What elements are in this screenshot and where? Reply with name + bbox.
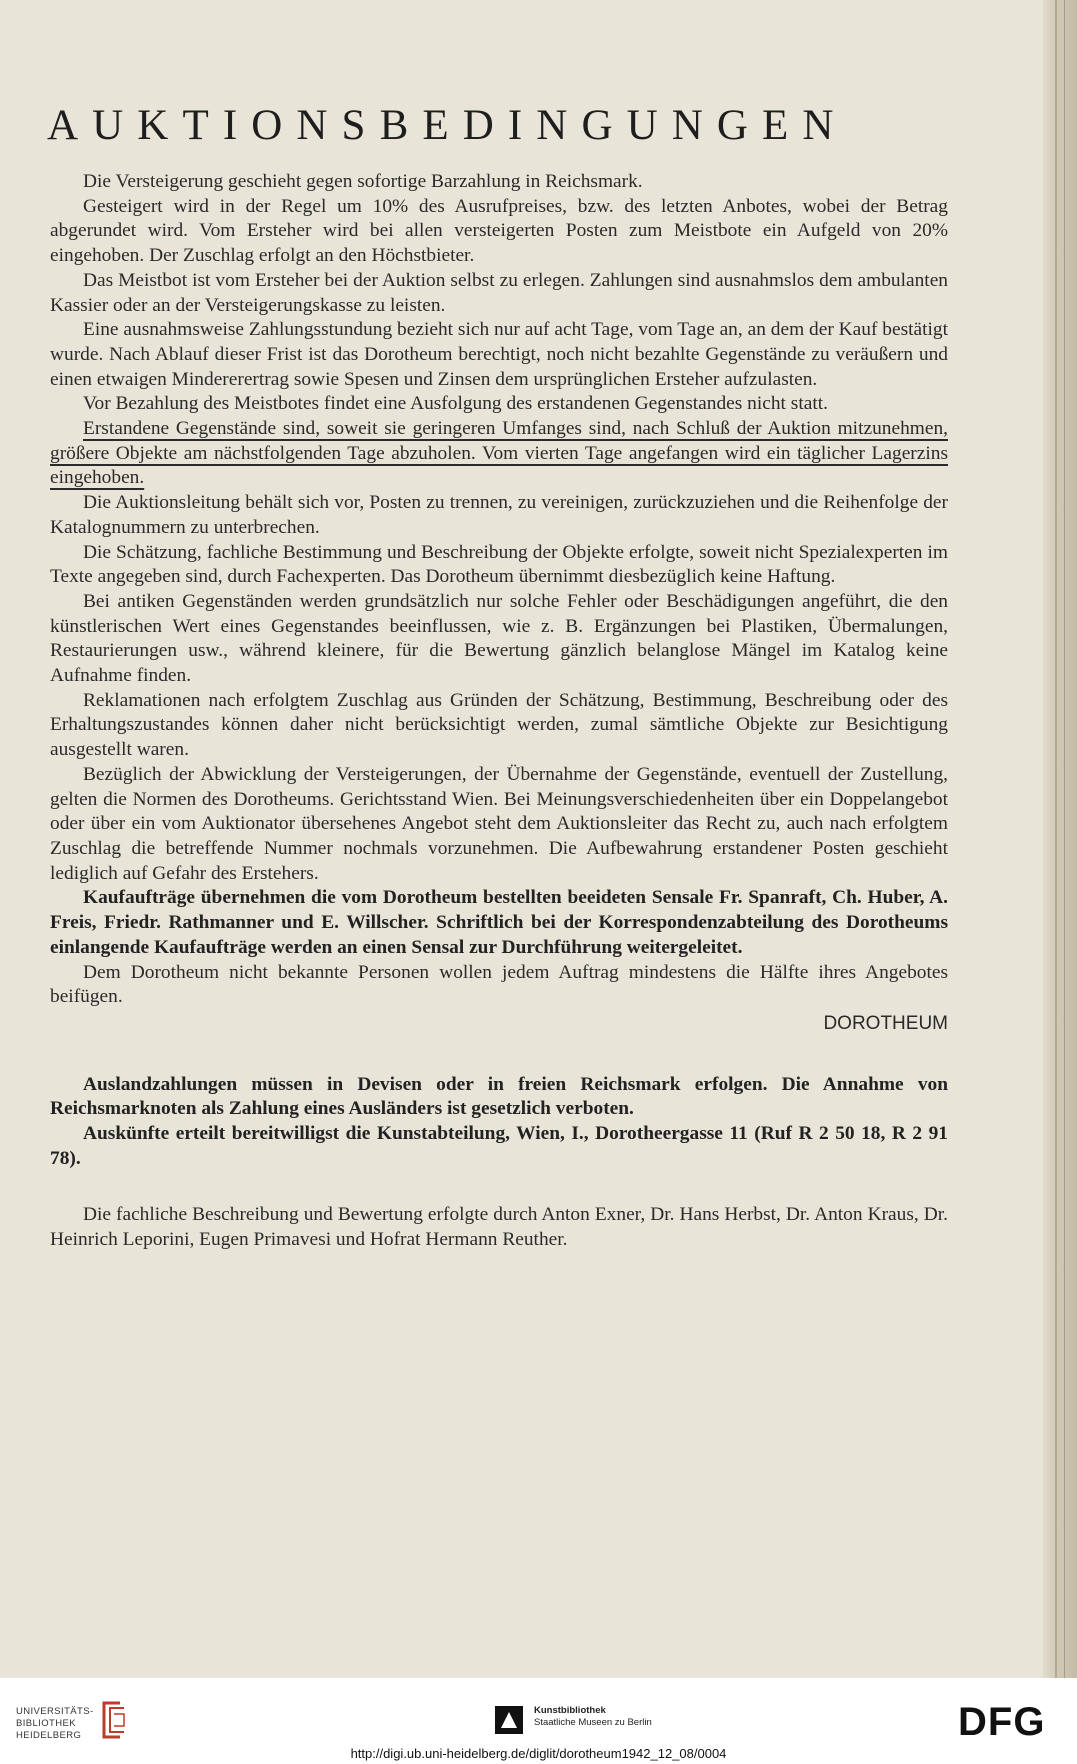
paragraph: Bezüglich der Abwicklung der Versteigerungen, der Übernahme der Gegenstände, eventuell der Zustellung, gelten die Normen des Dorotheums. Gerichtsstand Wien. Bei Meinungsverschiedenheiten über ein Doppelangebot oder über ein vom Auktionator übersehenes Angebot steht dem Auktionsleiter das Recht zu, auch nach erfolgtem Zuschlag die betreffende Nummer nochmals vorzunehmen. Die Aufbewahrung erstandener Posten geschieht lediglich auf Gefahr des Erstehers.	[50, 763, 948, 884]
kb-title: Kunstbibliothek	[534, 1705, 606, 1716]
bold-paragraph: Auslandzahlungen müssen in Devisen oder in freien Reichsmark erfolgen. Die Annahme von Reichsmarknoten als Zahlung eines Ausländers ist gesetzlich verboten.	[50, 1073, 948, 1120]
paragraph: Bei antiken Gegenständen werden grundsätzlich nur solche Fehler oder Beschädigungen angeführt, die den künstlerischen Wert eines Gegenstandes beeinflussen, wie z. B. Ergänzungen bei Plastiken, Übermalungen, Restaurierungen usw., während kleinere, für die Bewertung gänzlich belanglose Mängel im Katalog keine Aufnahme finden.	[50, 590, 948, 687]
uni-line: BIBLIOTHEK	[16, 1718, 76, 1729]
paragraph: Reklamationen nach erfolgtem Zuschlag aus Gründen der Schätzung, Bestimmung, Beschreibung oder des Erhaltungszustandes können daher nicht berücksichtigt werden, zumal sämtliche Objekte zur Besichtigung ausgestellt waren.	[50, 689, 948, 761]
paragraph: Die Auktionsleitung behält sich vor, Posten zu trennen, zu vereinigen, zurückzuziehen und die Reihenfolge der Katalognummern zu unterbrechen.	[50, 492, 948, 538]
page-edge	[1043, 0, 1077, 1678]
uni-line: HEIDELBERG	[16, 1730, 82, 1741]
paragraph: Gesteigert wird in der Regel um 10% des Ausrufpreises, bzw. des letzten Anbotes, wobei der Betrag abgerundet wird. Vom Ersteher wird bei allen versteigerten Posten zum Meistbote ein Aufgeld von 20% eingehoben. Der Zuschlag erfolgt an den Höchstbieter.	[50, 195, 948, 267]
heidelberg-logo-icon	[98, 1700, 128, 1740]
paragraph: Das Meistbot ist vom Ersteher bei der Auktion selbst zu erlegen. Zahlungen sind ausnahmslos dem ambulanten Kassier oder an der Versteigerungskasse zu leisten.	[50, 269, 948, 316]
paragraph: Die Schätzung, fachliche Bestimmung und Beschreibung der Objekte erfolgte, soweit nicht Spezialexperten im Texte angegeben sind, durch Fachexperten. Das Dorotheum übernimmt diesbezüglich keine Haftung.	[50, 541, 948, 588]
kunstbibliothek-label	[534, 1705, 652, 1729]
page-edge-line	[1055, 0, 1057, 1678]
spacer	[50, 1171, 948, 1203]
bold-paragraph: Auskünfte erteilt bereitwilligst die Kunstabteilung, Wien, I., Dorotheergasse 11 (Ruf R 2 50 18, R 2 91 78).	[50, 1123, 948, 1169]
kb-subtitle: Staatliche Museen zu Berlin	[534, 1717, 652, 1728]
uni-line: UNIVERSITÄTS-	[16, 1706, 94, 1717]
paragraph: Die Versteigerung geschieht gegen sofortige Barzahlung in Reichsmark.	[83, 171, 643, 192]
paragraph: Eine ausnahmsweise Zahlungsstundung bezieht sich nur auf acht Tage, vom Tage an, an dem der Kauf bestätigt wurde. Nach Ablauf dieser Frist ist das Dorotheum berechtigt, noch nicht bezahlte Gegenstände zu veräußern und einen etwaigen Mindererertrag sowie Spesen und Zinsen dem ursprünglichen Ersteher aufzulasten.	[50, 319, 948, 390]
bold-paragraph: Kaufaufträge übernehmen die vom Dorotheum bestellten beeideten Sensale Fr. Spanraft, Ch. Huber, A. Freis, Friedr. Rathmanner und E. Willscher. Schriftlich bei der Korrespondenzabteilung des Dorotheums einlangende Kaufaufträge werden an einen Sensal zur Durchführung weitergeleitet.	[50, 887, 948, 958]
page-title: AUKTIONSBEDINGUNGEN	[47, 102, 848, 149]
university-library-label	[16, 1706, 94, 1742]
underlined-paragraph: Erstandene Gegenstände sind, soweit sie geringeren Umfanges sind, nach Schluß der Auktion mitzunehmen, größere Objekte am nächstfolgenden Tage abzuholen. Vom vierten Tage angefangen wird ein täglicher Lagerzins eingehoben.	[50, 418, 948, 489]
conditions-text	[50, 170, 948, 1253]
paragraph: Vor Bezahlung des Meistbotes findet eine Ausfolgung des erstandenen Gegenstandes nicht statt.	[83, 393, 828, 415]
signature: DOROTHEUM	[823, 1012, 948, 1034]
source-url[interactable]: http://digi.ub.uni-heidelberg.de/diglit/dorotheum1942_12_08/0004	[350, 1746, 727, 1761]
experts-paragraph: Die fachliche Beschreibung und Bewertung erfolgte durch Anton Exner, Dr. Hans Herbst, Dr. Anton Kraus, Dr. Heinrich Leporini, Eugen Primavesi und Hofrat Hermann Reuther.	[50, 1204, 948, 1251]
paragraph: Dem Dorotheum nicht bekannte Personen wollen jedem Auftrag mindestens die Hälfte ihres Angebotes beifügen.	[50, 961, 948, 1008]
page-fold	[1064, 0, 1065, 1678]
spacer	[50, 1037, 948, 1073]
dfg-logo: DFG	[958, 1700, 1046, 1744]
kunstbibliothek-logo-icon	[495, 1706, 523, 1734]
